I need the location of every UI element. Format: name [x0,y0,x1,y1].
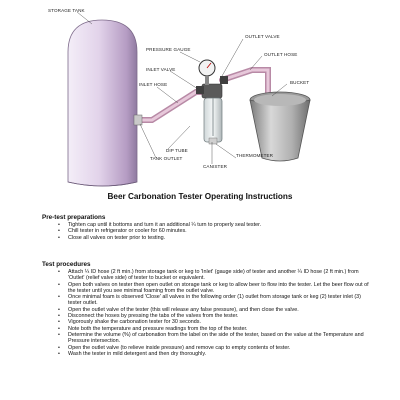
test-procedures-heading: Test procedures [42,261,91,268]
label-thermometer: THERMOMETER [236,153,274,158]
inlet-valve [196,86,204,94]
label-pressure-gauge: PRESSURE GAUGE [146,47,191,52]
label-inlet-hose: INLET HOSE [139,82,168,87]
list-item: • Vigorously shake the carbonation tester for 30 seconds. [68,319,370,325]
list-item: • Disconnect the hoses by pressing the tabs of the valves from the tester. [68,313,370,319]
list-item: • Open both valves on tester then open outlet on storage tank or keg to allow beer to flow into the tester. Let the beer flow out of the tester until you see minimal foaming from the outlet valve. [68,282,370,295]
tester-head [196,60,228,98]
test-procedures-list [42,269,370,357]
pre-test-list [42,222,370,241]
pre-test-heading: Pre-test preparations [42,214,106,221]
list-item: • Close all valves on tester prior to testing. [68,235,370,241]
carbonation-tester-diagram [0,0,400,190]
list-item: • Determine the volume (%) of carbonation from the label on the side of the tester, based on the value at the Temperature and Pressure intersection. [68,332,370,345]
list-item: • Wash the tester in mild detergent and then dry thoroughly. [68,351,370,357]
label-bucket: BUCKET [290,80,310,85]
inlet-hose [138,92,202,120]
list-item: • Tighten cap until it bottoms and turn it an additional ¼ turn to properly seal tester. [68,222,370,228]
tank-outlet [134,115,142,125]
label-outlet-valve: OUTLET VALVE [245,34,280,39]
storage-tank [68,20,137,186]
list-item: • Open the outlet valve of the tester (this will release any false pressure), and then close the valve. [68,307,370,313]
list-item: • Open the outlet valve (to relieve inside pressure) and remove cap to empty contents of tester. [68,345,370,351]
label-canister: CANISTER [203,164,228,169]
list-item: • Once minimal foam is observed 'Close' all valves in the following order (1) outlet from storage tank or keg (2) tester inlet (3) tester outlet. [68,294,370,307]
pre-test-section [42,214,370,241]
label-outlet-hose: OUTLET HOSE [264,52,298,57]
test-procedures-section [42,261,370,357]
list-item: • Chill tester in refrigerator or cooler for 60 minutes. [68,228,370,234]
bucket [250,92,310,161]
outlet-valve [220,76,228,84]
label-inlet-valve: INLET VALVE [146,67,176,72]
label-tank-outlet: TANK OUTLET [150,156,183,161]
thermometer [209,138,217,144]
label-storage-tank: STORAGE TANK [48,8,85,13]
document-title: Beer Carbonation Tester Operating Instructions [107,192,293,201]
label-dip-tube: DIP TUBE [166,148,188,153]
list-item: • Attach ¼ ID hose (2 ft min.) from storage tank or keg to 'Inlet' (gauge side) of tester and another ¼ ID hose (2 ft min.) from 'Outlet' (relief valve side) of tester to bucket or equivalent. [68,269,370,282]
canister [204,98,222,144]
list-item: • Note both the temperature and pressure readings from the top of the tester. [68,326,370,332]
